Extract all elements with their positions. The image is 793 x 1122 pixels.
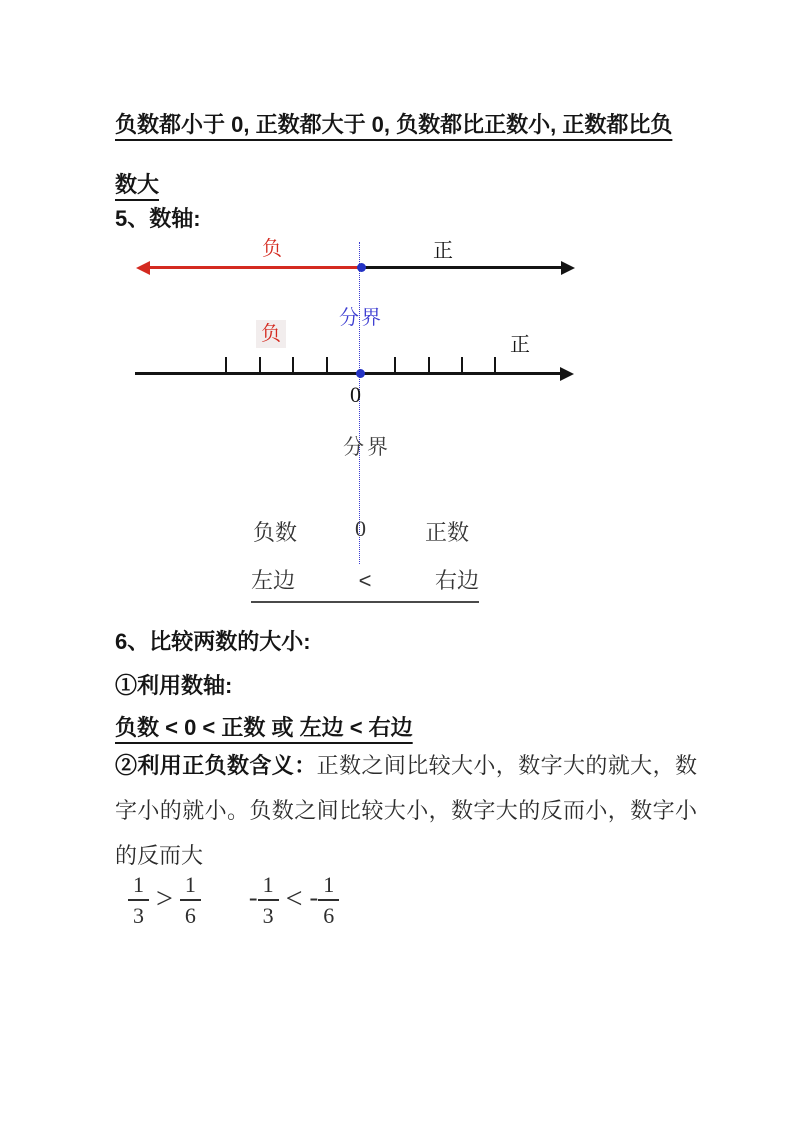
section5-title: 5、数轴:	[115, 206, 201, 231]
axis2-tick	[292, 357, 294, 373]
negative-numbers-label: 负数	[253, 520, 298, 545]
axis2-tick	[259, 357, 261, 373]
less-than-sign: <	[285, 881, 303, 915]
boundary-label-top: 分界	[339, 307, 383, 329]
axis2-zero-label: 0	[350, 382, 361, 407]
boundary-label-bottom: 分界	[343, 436, 391, 459]
axis1-positive-segment	[362, 266, 563, 269]
fraction-one-third: $\frac{1}{3}$	[128, 872, 149, 929]
greater-than-sign: >	[156, 881, 173, 915]
left-side-label: 左边	[251, 568, 296, 593]
axis2-tick	[326, 357, 328, 373]
axis2-positive-label: 正	[510, 334, 530, 356]
axis1-right-arrowhead-icon	[561, 261, 575, 275]
fraction-comparison-negative	[249, 872, 339, 929]
right-side-label: 右边	[434, 568, 479, 593]
axis1-origin-dot	[357, 263, 366, 272]
method2-lead: ②利用正负数含义：	[115, 753, 317, 778]
axis1-positive-label: 正	[433, 240, 453, 262]
axis2-tick	[494, 357, 496, 373]
axis1-left-arrowhead-icon	[136, 261, 150, 275]
zero-label: 0	[355, 516, 366, 541]
positive-numbers-label: 正数	[425, 520, 470, 545]
fraction-comparison-positive	[128, 872, 201, 929]
axis1-negative-segment	[146, 266, 362, 269]
axis1-negative-label: 负	[262, 238, 282, 260]
section6-title: 6、比较两数的大小:	[115, 629, 311, 654]
less-than-sign: <	[358, 568, 372, 593]
minus-sign: -	[309, 882, 319, 912]
axis2-tick	[428, 357, 430, 373]
axis2-negative-label: 负	[256, 320, 286, 348]
axis2-tick	[225, 357, 227, 373]
axis2-tick	[461, 357, 463, 373]
minus-sign: -	[248, 882, 258, 912]
side-comparison-row	[251, 564, 479, 603]
axis2-origin-dot	[356, 369, 365, 378]
axis2-line	[135, 372, 562, 375]
method2-paragraph	[115, 743, 697, 878]
fraction-examples	[128, 872, 339, 929]
axis2-right-arrowhead-icon	[560, 367, 574, 381]
fraction-neg-one-sixth: $\frac{1}{6}$	[318, 872, 339, 929]
key-point-heading: 负数都小于 0, 正数都大于 0, 负数都比正数小, 正数都比负数大	[115, 112, 673, 197]
method2-text: 正数之间比较大小，数字大的就大，数字小的就小。负数之间比较大小，数字大的反而小，数字小的反而大	[115, 753, 697, 868]
fraction-neg-one-third: $\frac{1}{3}$	[258, 872, 279, 929]
method1-title: ①利用数轴:	[115, 673, 233, 698]
method1-rule: 负数 < 0 < 正数 或 左边 < 右边	[115, 715, 413, 740]
axis2-tick	[394, 357, 396, 373]
fraction-one-sixth: $\frac{1}{6}$	[180, 872, 201, 929]
